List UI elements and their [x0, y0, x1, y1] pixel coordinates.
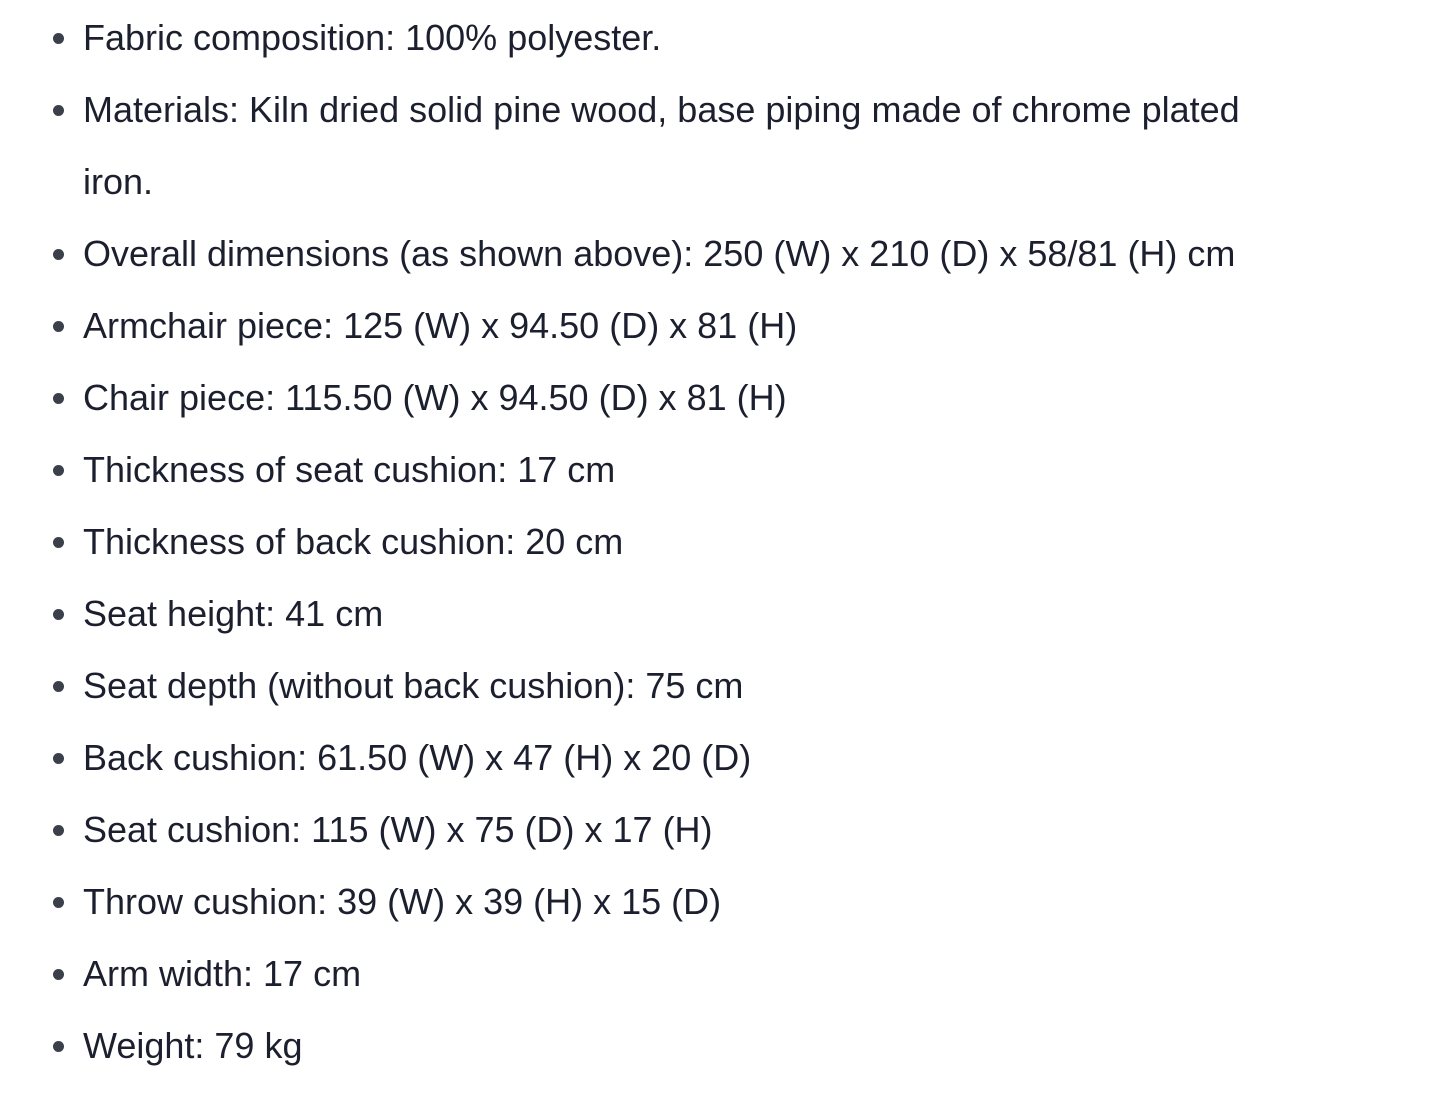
- bullet-icon: [53, 321, 64, 332]
- spec-item-text: Throw cushion: 39 (W) x 39 (H) x 15 (D): [83, 881, 722, 922]
- spec-item-text: Weight: 79 kg: [83, 1025, 303, 1066]
- spec-item-text: Armchair piece: 125 (W) x 94.50 (D) x 81 (H): [83, 305, 798, 346]
- bullet-icon: [53, 1041, 64, 1052]
- spec-item-text: Back cushion: 61.50 (W) x 47 (H) x 20 (D): [83, 737, 752, 778]
- spec-item-back-cushion: [0, 722, 1438, 794]
- spec-item-text: Chair piece: 115.50 (W) x 94.50 (D) x 81 (H): [83, 377, 787, 418]
- bullet-icon: [53, 393, 64, 404]
- bullet-icon: [53, 825, 64, 836]
- bullet-icon: [53, 249, 64, 260]
- spec-item-text: Materials: Kiln dried solid pine wood, base piping made of chrome plated iron.: [83, 89, 1240, 202]
- spec-item-text: Seat cushion: 115 (W) x 75 (D) x 17 (H): [83, 809, 713, 850]
- bullet-icon: [53, 105, 64, 116]
- bullet-icon: [53, 681, 64, 692]
- bullet-icon: [53, 465, 64, 476]
- spec-item-text: Fabric composition: 100% polyester.: [83, 17, 662, 58]
- spec-item-armchair-piece: [0, 290, 1438, 362]
- spec-item-fabric-composition: [0, 2, 1438, 74]
- bullet-icon: [53, 897, 64, 908]
- spec-item-seat-depth: [0, 650, 1438, 722]
- spec-item-weight: [0, 1010, 1438, 1082]
- bullet-icon: [53, 753, 64, 764]
- spec-item-chair-piece: [0, 362, 1438, 434]
- product-specs-list: [0, 2, 1438, 1082]
- spec-item-throw-cushion: [0, 866, 1438, 938]
- spec-item-text: Seat height: 41 cm: [83, 593, 384, 634]
- spec-item-text: Seat depth (without back cushion): 75 cm: [83, 665, 744, 706]
- spec-item-seat-height: [0, 578, 1438, 650]
- spec-item-text: Arm width: 17 cm: [83, 953, 362, 994]
- bullet-icon: [53, 969, 64, 980]
- spec-item-text: Thickness of back cushion: 20 cm: [83, 521, 624, 562]
- spec-item-overall-dimensions: [0, 218, 1438, 290]
- spec-item-arm-width: [0, 938, 1438, 1010]
- spec-item-seat-cushion: [0, 794, 1438, 866]
- bullet-icon: [53, 537, 64, 548]
- spec-item-materials: [0, 74, 1438, 218]
- spec-item-back-cushion-thickness: [0, 506, 1438, 578]
- spec-item-text: Overall dimensions (as shown above): 250 (W) x 210 (D) x 58/81 (H) cm: [83, 233, 1236, 274]
- bullet-icon: [53, 609, 64, 620]
- bullet-icon: [53, 33, 64, 44]
- spec-item-text: Thickness of seat cushion: 17 cm: [83, 449, 616, 490]
- spec-item-seat-cushion-thickness: [0, 434, 1438, 506]
